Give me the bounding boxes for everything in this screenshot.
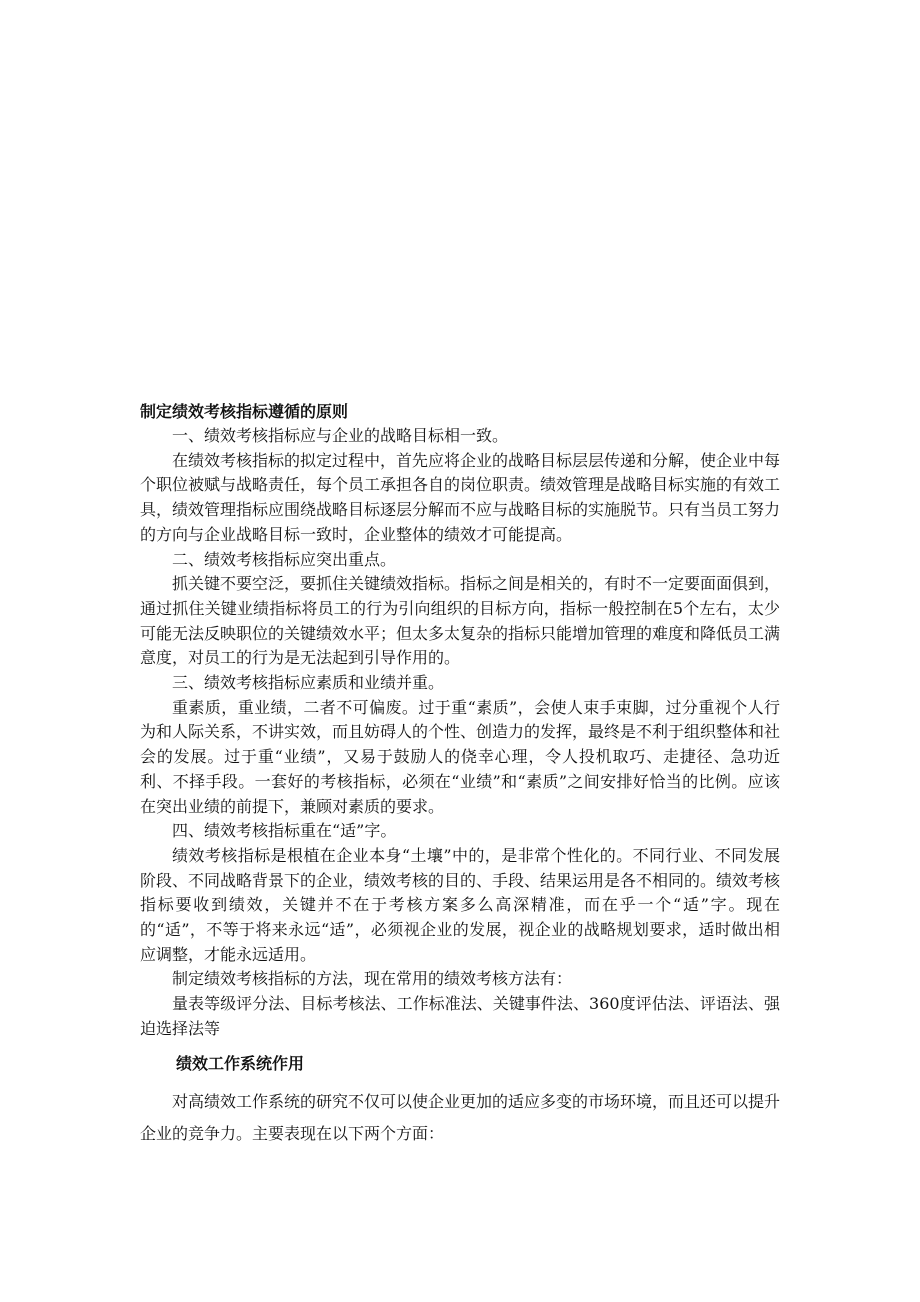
document-title: 制定绩效考核指标遵循的原则 [140, 402, 349, 421]
section-work-system [140, 1050, 780, 1150]
document-body [140, 400, 780, 1150]
section-title: 绩效工作系统作用 [176, 1053, 305, 1073]
paragraph-principle-1-body: 在绩效考核指标的拟定过程中，首先应将企业的战略目标层层传递和分解，使企业中每个职位被赋与战略责任，每个员工承担各自的岗位职责。绩效管理是战略目标实施的有效工具，绩效管理指标应围绕战略目标逐层分解而不应与战略目标的实施脱节。只有当员工努力的方向与企业战略目标一致时，企业整体的绩效才可能提高。 [140, 450, 781, 544]
paragraph-principle-4: 四、绩效考核指标重在“适”字。 [172, 821, 397, 841]
paragraph-methods-intro: 制定绩效考核指标的方法，现在常用的绩效考核方法有： [172, 969, 573, 989]
paragraph-principle-1: 一、绩效考核指标应与企业的战略目标相一致。 [172, 426, 509, 445]
section-paragraph: 对高绩效工作系统的研究不仅可以使企业更加的适应多变的市场环境，而且还可以提升企业的竞争力。主要表现在以下两个方面： [140, 1091, 781, 1143]
paragraph-principle-3-body: 重素质，重业绩，二者不可偏废。过于重“素质”，会使人束手束脚，过分重视个人行为和人际关系，不讲实效，而且妨碍人的个性、创造力的发挥，最终是不利于组织整体和社会的发展。过于重“业绩”，又易于鼓励人的侥幸心理，令人投机取巧、走捷径、急功近利、不择手段。一套好的考核指标，必须在“业绩”和“素质”之间安排好恰当的比例。应该在突出业绩的前提下，兼顾对素质的要求。 [140, 697, 781, 816]
paragraph-principle-2-body: 抓关键不要空泛，要抓住关键绩效指标。指标之间是相关的，有时不一定要面面俱到，通过抓住关键业绩指标将员工的行为引向组织的目标方向，指标一般控制在5个左右，太少可能无法反映职位的关键绩效水平；但太多太复杂的指标只能增加管理的难度和降低员工满意度，对员工的行为是无法起到引导作用的。 [140, 574, 781, 668]
paragraph-methods-list: 量表等级评分法、目标考核法、工作标准法、关键事件法、360度评估法、评语法、强迫选择法等 [140, 994, 780, 1038]
paragraph-principle-4-body: 绩效考核指标是根植在企业本身“土壤”中的，是非常个性化的。不同行业、不同发展阶段、不同战略背景下的企业，绩效考核的目的、手段、结果运用是各不相同的。绩效考核指标要收到绩效，关键并不在于考核方案多么高深精准，而在乎一个“适”字。现在的“适”，不等于将来永远“适”，必须视企业的发展，视企业的战略规划要求，适时做出相应调整，才能永远适用。 [140, 845, 781, 964]
paragraph-principle-2: 二、绩效考核指标应突出重点。 [172, 549, 397, 569]
paragraph-principle-3: 三、绩效考核指标应素质和业绩并重。 [172, 673, 445, 693]
